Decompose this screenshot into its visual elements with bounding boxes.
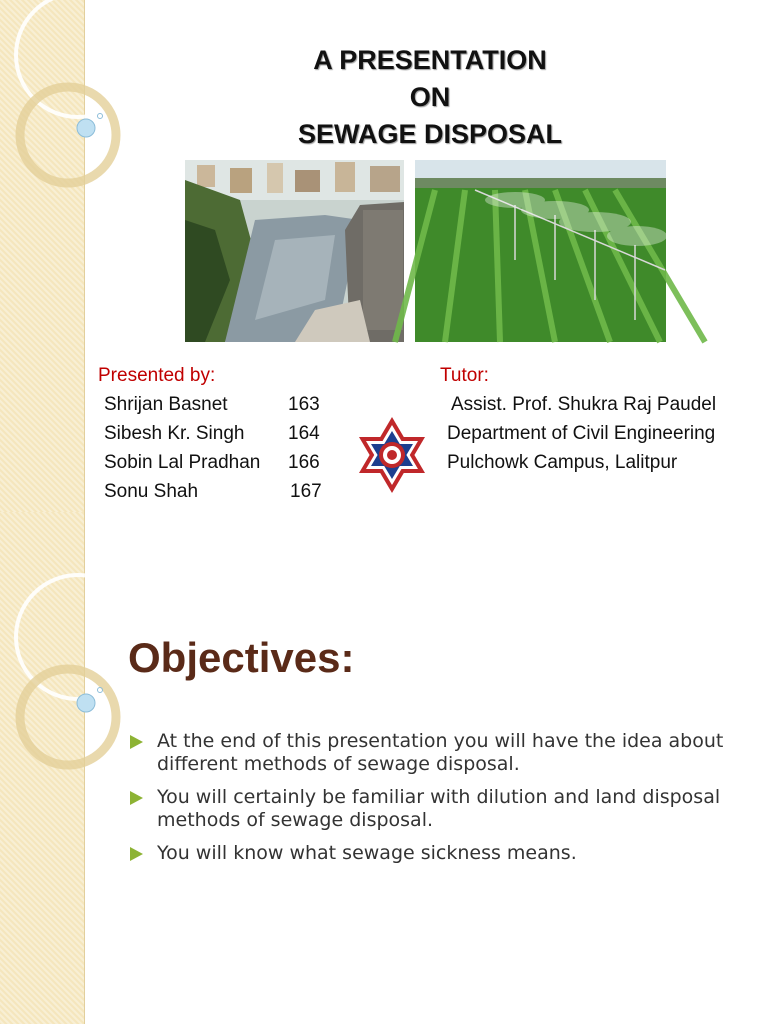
list-item bbox=[130, 842, 740, 865]
presenter-name: Shrijan Basnet bbox=[104, 394, 228, 415]
objectives-slide bbox=[0, 512, 768, 1024]
irrigation-field-photo bbox=[415, 160, 666, 342]
bullet-arrow-icon bbox=[130, 791, 143, 805]
river-photo bbox=[185, 160, 404, 342]
title-line-3: SEWAGE DISPOSAL bbox=[297, 119, 563, 149]
tutor-label: Tutor: bbox=[440, 365, 489, 386]
objectives-heading: Objectives: bbox=[128, 634, 355, 681]
tutor-name: Assist. Prof. Shukra Raj Paudel bbox=[451, 394, 717, 415]
bullet-arrow-icon bbox=[130, 847, 143, 861]
decorative-circles bbox=[0, 512, 130, 1024]
presented-by-label: Presented by: bbox=[98, 365, 216, 386]
presenter-name: Sibesh Kr. Singh bbox=[104, 423, 245, 444]
tutor-campus: Pulchowk Campus, Lalitpur bbox=[447, 452, 678, 473]
bullet-arrow-icon bbox=[130, 735, 143, 749]
presenter-roll: 166 bbox=[288, 452, 320, 473]
presenter-roll: 164 bbox=[288, 423, 320, 444]
presenter-name: Sobin Lal Pradhan bbox=[104, 452, 261, 473]
presenter-name: Sonu Shah bbox=[104, 481, 199, 502]
bullet-text: At the end of this presentation you will have the idea about different methods of sewage disposal. bbox=[157, 730, 724, 775]
objectives-list bbox=[130, 730, 740, 875]
bullet-text: You will certainly be familiar with dilution and land disposal methods of sewage disposal. bbox=[157, 786, 721, 831]
tutor-department: Department of Civil Engineering bbox=[447, 423, 716, 444]
title-line-1: A PRESENTATION bbox=[313, 45, 547, 75]
presenter-roll: 163 bbox=[288, 394, 320, 415]
list-item bbox=[130, 786, 740, 832]
list-item bbox=[130, 730, 740, 776]
university-emblem-icon bbox=[357, 415, 427, 495]
presenter-roll: 167 bbox=[290, 481, 322, 502]
title-line-2: ON bbox=[409, 82, 451, 112]
bullet-text: You will know what sewage sickness means. bbox=[157, 842, 577, 864]
